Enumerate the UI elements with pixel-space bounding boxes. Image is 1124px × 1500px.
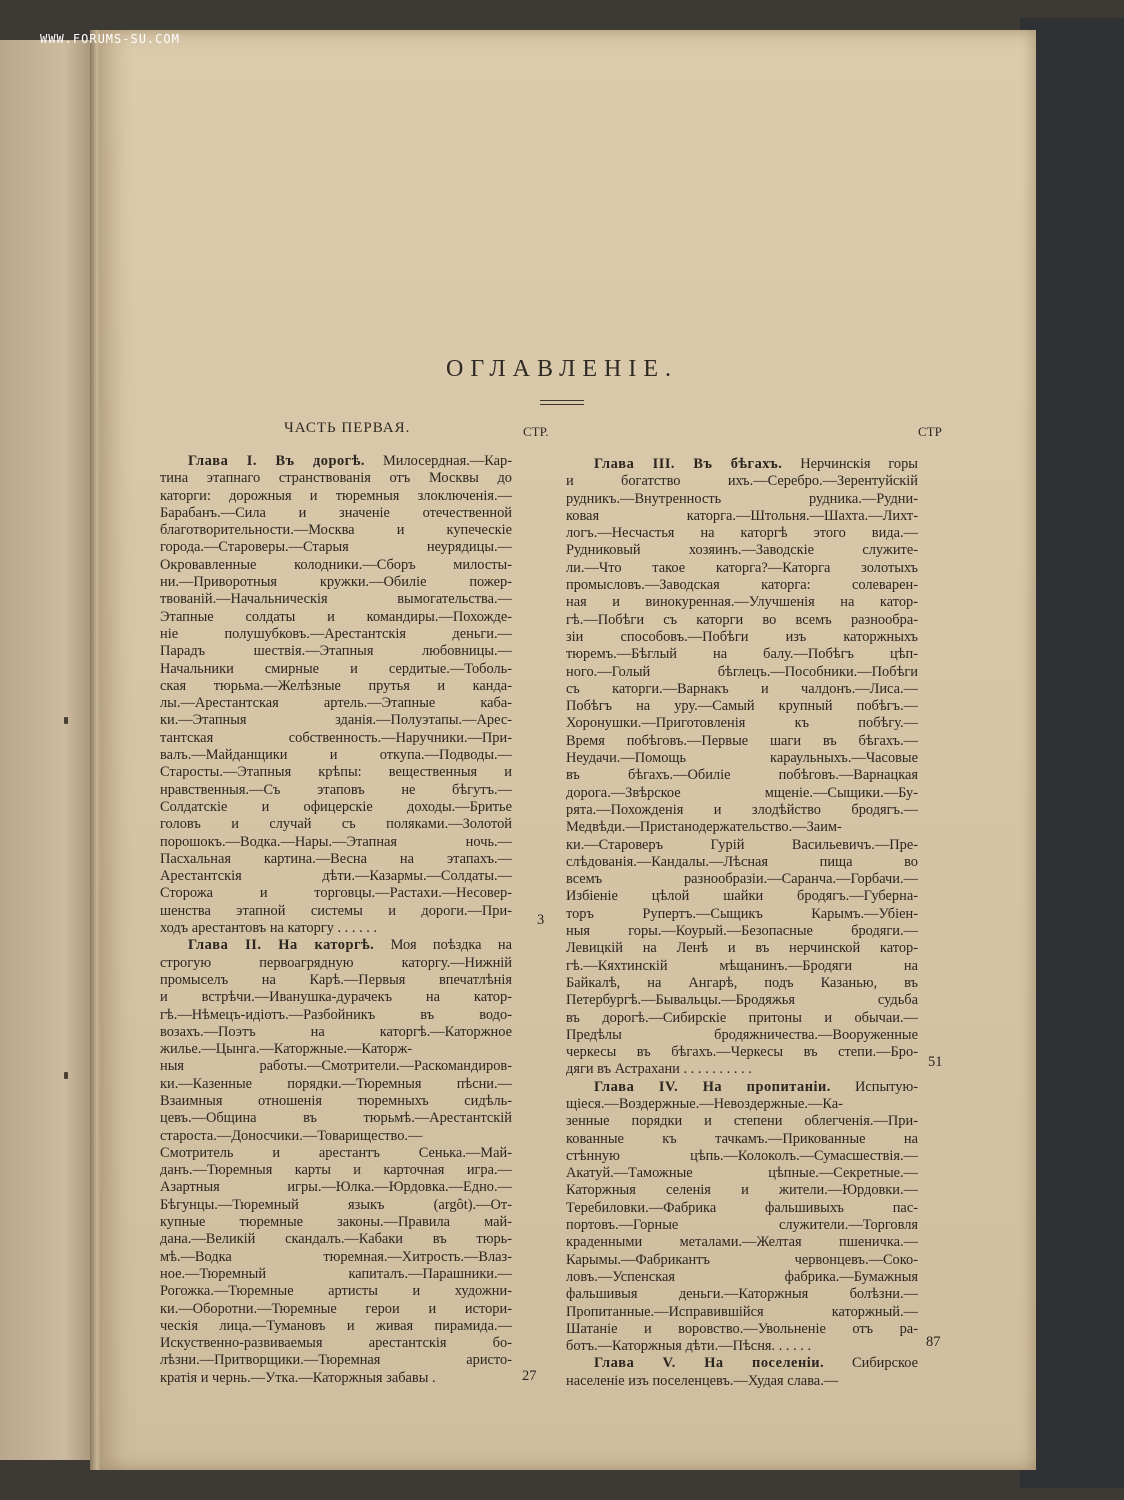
toc-line: слѣдованія.—Кандалы.—Лѣсная пища во bbox=[566, 853, 918, 870]
toc-line: строгую первоагрядную каторгу.—Нижній bbox=[160, 954, 512, 971]
toc-line: Арестантскія дѣти.—Казармы.—Солдаты.— bbox=[160, 868, 512, 885]
toc-line: Предѣлы бродяжничества.—Вооруженные bbox=[566, 1026, 918, 1043]
title-rule bbox=[540, 400, 584, 405]
toc-line: рята.—Похожденія и злодѣйство бродягъ.— bbox=[566, 801, 918, 818]
toc-line: Искуственно-развиваемыя арестантскія бо- bbox=[160, 1335, 512, 1352]
toc-line: ки.—Староверъ Гурій Васильевичъ.—Пре- bbox=[566, 836, 918, 853]
toc-line: нравственныя.—Съ этаповъ не бѣгутъ.— bbox=[160, 781, 512, 798]
toc-line: головъ и случай съ поляками.—Золотой bbox=[160, 816, 512, 833]
toc-entry-chapter-3: Глава III. Въ бѣгахъ. Нерчинскія горы и богатство ихъ.—Серебро.—Зерентуйскій рудникъ.—Внутренность рудника.—Рудни- ковая каторга.—Штольня.—Шахта.—Лихт- логъ.—Несчастья на каторгѣ этого вида.— Рудниковый хозяинъ.—Заводскіе служите- ли.—Что такое каторга?—Каторга золотыхъ промысловъ.—Заводская каторга: солеварен- ная и винокуренная.—Улучшенія на катор- гѣ.—Побѣги съ каторги во всемъ разнообра- зіи способовъ.—Побѣги изъ каторжныхъ тюремъ.—Бѣглый на балу.—Побѣгъ цѣп- ного.—Голый бѣглецъ.—Пособники.—Побѣги съ каторги.—Варнакъ и чалдонъ.—Лиса.— Побѣгъ на уру.—Самый крупный побѣгъ.— Хоронушки.—Приготовленія къ побѣгу.— Время побѣговъ.—Первые шаги въ бѣгахъ.— Неудачи.—Помощь караульныхъ.—Часовые въ бѣгахъ.—Обиліе побѣговъ.—Варнацкая дорога.—Звѣрское мщеніе.—Сыщики.—Бу- рята.—Похожденія и злодѣйство бродягъ.— Медвѣди.—Пристанодержательство.—Заим- ки.—Староверъ Гурій Васильевичъ.—Пре- слѣдованія.—Кандалы.—Лѣсная пища во всемъ разнообразіи.—Саранча.—Горбачи.— Избіеніе цѣлой шайки бродягъ.—Губерна- торъ Рупертъ.—Сыщикъ Карымъ.—Убіен- ныя горы.—Коурый.—Безопасные бродяги.— Левицкій на Ленѣ и въ нерчинской катор- гѣ.—Кяхтинскій мѣщанинъ.—Бродяги на Байкалѣ, на Ангарѣ, подъ Казанью, въ Петербургѣ.—Бывальцы.—Бродяжья судьба въ дорогѣ.—Сибирскіе притоны и обычаи.— Предѣлы бродяжничества.—Вооруженные черкесы въ бѣгахъ.—Черкесы въ степи.—Бро- дяги въ Астрахани . . . . . . . . . . bbox=[566, 456, 918, 1078]
toc-line: Карымы.—Фабрикантъ червонцевъ.—Соко- bbox=[566, 1251, 918, 1268]
toc-line: ныя работы.—Смотрители.—Раскомандиров- bbox=[160, 1058, 512, 1075]
binding-hole bbox=[64, 717, 68, 724]
toc-line: Солдатскіе и офицерскіе доходы.—Бритье bbox=[160, 798, 512, 815]
chapter-heading: Глава IV. На пропитаніи. bbox=[594, 1078, 831, 1095]
toc-line: Время побѣговъ.—Первые шаги въ бѣгахъ.— bbox=[566, 732, 918, 749]
toc-line: данъ.—Тюремныя карты и карточная игра.— bbox=[160, 1162, 512, 1179]
page-number: 27 bbox=[522, 1368, 537, 1384]
toc-line: цевъ.—Община въ тюрьмѣ.—Арестантскій bbox=[160, 1110, 512, 1127]
toc-line: мѣ.—Водка тюремная.—Хитрость.—Влаз- bbox=[160, 1248, 512, 1265]
toc-line: промыселъ на Карѣ.—Первыя впечатлѣнія bbox=[160, 971, 512, 988]
toc-line: Пропитанные.—Исправившійся каторжный.— bbox=[566, 1303, 918, 1320]
part-title: ЧАСТЬ ПЕРВАЯ. bbox=[284, 420, 411, 436]
page-column-header-left: СТР. bbox=[523, 424, 549, 439]
toc-line: ки.—Этапныя зданія.—Полуэтапы.—Арес- bbox=[160, 712, 512, 729]
toc-line: дана.—Великій скандалъ.—Кабаки въ тюрь- bbox=[160, 1231, 512, 1248]
page-number: 3 bbox=[537, 912, 545, 928]
toc-line: черкесы въ бѣгахъ.—Черкесы въ степи.—Бро- bbox=[566, 1044, 918, 1061]
toc-line: твованій.—Начальническія вымогательства.— bbox=[160, 591, 512, 608]
toc-line: Окровавленные колодники.—Сборъ милосты- bbox=[160, 556, 512, 573]
chapter-heading: Глава II. На каторгѣ. bbox=[188, 937, 375, 954]
page-number: 87 bbox=[926, 1334, 941, 1350]
toc-line: въ бѣгахъ.—Обиліе побѣговъ.—Варнацкая bbox=[566, 767, 918, 784]
toc-entry-chapter-4: Глава IV. На пропитаніи. Испытую- щіеся.—Воздержные.—Невоздержные.—Ка- зенные порядки и степени облегченія.—При- кованные къ тачкамъ.—Прикованные на стѣнную цѣпь.—Колоколъ.—Сумасшествія.— Акатуй.—Таможные цѣпные.—Секретные.— Каторжныя селенія и жители.—Юрдовки.— Теребиловки.—Фабрика фальшивыхъ пас- портовъ.—Горные служители.—Торговля краденными металами.—Желтая пшеничка.— Карымы.—Фабрикантъ червонцевъ.—Соко- ловъ.—Успенская фабрика.—Бумажныя фальшивыя деньги.—Каторжныя болѣзни.— Пропитанные.—Исправившійся каторжный.— Шатаніе и воровство.—Увольненіе отъ ра- ботъ.—Каторжныя дѣти.—Пѣсня. . . . . . bbox=[566, 1078, 918, 1355]
toc-line: города.—Староверы.—Старыя неурядицы.— bbox=[160, 539, 512, 556]
toc-line: фальшивыя деньги.—Каторжныя болѣзни.— bbox=[566, 1286, 918, 1303]
toc-line: въ дорогѣ.—Сибирскіе притоны и обычаи.— bbox=[566, 1009, 918, 1026]
toc-line: ковая каторга.—Штольня.—Шахта.—Лихт- bbox=[566, 507, 918, 524]
toc-line: ни.—Приворотныя кружки.—Обиліе пожер- bbox=[160, 574, 512, 591]
toc-line: Старосты.—Этапныя крѣпы: вещественныя и bbox=[160, 764, 512, 781]
toc-line: ческія лица.—Тумановъ и живая пирамида.— bbox=[160, 1317, 512, 1334]
left-page-edge bbox=[0, 40, 92, 1460]
toc-line: Этапные солдаты и командиры.—Похожде- bbox=[160, 608, 512, 625]
toc-line: Смотритель и арестантъ Сенька.—Май- bbox=[160, 1144, 512, 1161]
toc-line: Рудниковый хозяинъ.—Заводскіе служите- bbox=[566, 542, 918, 559]
toc-line: краденными металами.—Желтая пшеничка.— bbox=[566, 1234, 918, 1251]
toc-line: кованные къ тачкамъ.—Прикованные на bbox=[566, 1130, 918, 1147]
toc-line: купные тюремные законы.—Правила май- bbox=[160, 1214, 512, 1231]
toc-entry-chapter-1: Глава I. Въ дорогѣ. Милосердная.—Кар- тина этапнаго странствованія отъ Москвы до каторги: дорожныя и тюремныя злоключенія.— Барабанъ.—Сила и значеніе отечественной благотворительности.—Москва и купеческіе города.—Староверы.—Старыя неурядицы.— Окровавленные колодники.—Сборъ милосты- ни.—Приворотныя кружки.—Обиліе пожер- твованій.—Начальническія вымогательства.— Этапные солдаты и командиры.—Похожде- ніе полушубковъ.—Арестантскія деньги.— Парадъ шествія.—Этапныя любовницы.— Начальники смирные и сердитые.—Тоболь- ская тюрьма.—Желѣзные прутья и канда- лы.—Арестантская артель.—Этапные каба- ки.—Этапныя зданія.—Полуэтапы.—Арес- тантская собственность.—Наручники.—При- валъ.—Майданщики и откупа.—Подводы.— Старосты.—Этапныя крѣпы: вещественныя и нравственныя.—Съ этаповъ не бѣгутъ.— Солдатскіе и офицерскіе доходы.—Бритье головъ и случай съ поляками.—Золотой порошокъ.—Водка.—Нары.—Этапная ночь.— Пасхальная картина.—Весна на этапахъ.— Арестантскія дѣти.—Казармы.—Солдаты.— Сторожа и торговцы.—Растахи.—Несовер- шенства этапной системы и дороги.—При- ходъ арестантовъ на каторгу . . . . . . bbox=[160, 453, 512, 937]
toc-line: ли.—Что такое каторга?—Каторга золотыхъ bbox=[566, 559, 918, 576]
toc-line: гѣ.—Побѣги съ каторги во всемъ разнообра- bbox=[566, 611, 918, 628]
toc-line: Сторожа и торговцы.—Растахи.—Несовер- bbox=[160, 885, 512, 902]
page-number: 51 bbox=[928, 1054, 943, 1070]
toc-line: тина этапнаго странствованія отъ Москвы до bbox=[160, 470, 512, 487]
toc-line: гѣ.—Кяхтинскій мѣщанинъ.—Бродяги на bbox=[566, 957, 918, 974]
toc-line: ки.—Оборотни.—Тюремные герои и истори- bbox=[160, 1300, 512, 1317]
toc-line: Байкалѣ, на Ангарѣ, подъ Казанью, въ bbox=[566, 974, 918, 991]
toc-line: зенные порядки и степени облегченія.—При- bbox=[566, 1113, 918, 1130]
toc-line: благотворительности.—Москва и купеческіе bbox=[160, 522, 512, 539]
toc-line: Петербургѣ.—Бывальцы.—Бродяжья судьба bbox=[566, 992, 918, 1009]
toc-line: каторги: дорожныя и тюремныя злоключенія.— bbox=[160, 487, 512, 504]
toc-line: ходъ арестантовъ на каторгу . . . . . . bbox=[160, 920, 378, 937]
toc-line: населеніе изъ поселенцевъ.—Худая слава.— bbox=[566, 1372, 839, 1389]
toc-line: Бѣгунцы.—Тюремный языкъ (argôt).—От- bbox=[160, 1196, 512, 1213]
toc-column-left bbox=[160, 453, 512, 1387]
toc-line: ныя горы.—Коурый.—Безопасные бродяги.— bbox=[566, 923, 918, 940]
toc-line: и встрѣчи.—Иванушка-дурачекъ на катор- bbox=[160, 989, 512, 1006]
binding-hole bbox=[64, 1072, 68, 1079]
chapter-heading: Глава I. Въ дорогѣ. bbox=[188, 453, 365, 469]
page-column-header-right: СТР bbox=[918, 424, 942, 439]
toc-line: ская тюрьма.—Желѣзные прутья и канда- bbox=[160, 677, 512, 694]
toc-entry-chapter-5: Глава V. На поселеніи. Сибирское населеніе изъ поселенцевъ.—Худая слава.— bbox=[566, 1355, 918, 1389]
toc-line: ботъ.—Каторжныя дѣти.—Пѣсня. . . . . . bbox=[566, 1338, 812, 1355]
toc-line: дяги въ Астрахани . . . . . . . . . . bbox=[566, 1061, 752, 1078]
toc-line: Избіеніе цѣлой шайки бродягъ.—Губерна- bbox=[566, 888, 918, 905]
chapter-heading: Глава V. На поселеніи. bbox=[594, 1355, 825, 1372]
toc-line: тюремъ.—Бѣглый на балу.—Побѣгъ цѣп- bbox=[566, 646, 918, 663]
toc-line: Хоронушки.—Приготовленія къ побѣгу.— bbox=[566, 715, 918, 732]
toc-line: валъ.—Майданщики и откупа.—Подводы.— bbox=[160, 747, 512, 764]
chapter-heading: Глава III. Въ бѣгахъ. bbox=[594, 456, 783, 472]
toc-line: шенства этапной системы и дороги.—При- bbox=[160, 902, 512, 919]
toc-line: кратія и чернь.—Утка.—Каторжныя забавы . bbox=[160, 1369, 436, 1386]
toc-line: ного.—Голый бѣглецъ.—Пособники.—Побѣги bbox=[566, 663, 918, 680]
toc-line: возахъ.—Поэтъ на каторгѣ.—Каторжное bbox=[160, 1023, 512, 1040]
toc-line: всемъ разнообразіи.—Саранча.—Горбачи.— bbox=[566, 871, 918, 888]
toc-line: порошокъ.—Водка.—Нары.—Этапная ночь.— bbox=[160, 833, 512, 850]
toc-line: рудникъ.—Внутренность рудника.—Рудни- bbox=[566, 490, 918, 507]
toc-line: ное.—Тюремный капиталъ.—Парашники.— bbox=[160, 1265, 512, 1282]
toc-line: ки.—Казенные порядки.—Тюремныя пѣсни.— bbox=[160, 1075, 512, 1092]
watermark: WWW.FORUMS-SU.COM bbox=[40, 32, 180, 46]
toc-line: староста.—Доносчики.—Товарищество.— bbox=[160, 1127, 423, 1144]
toc-line: Азартныя игры.—Юлка.—Юрдовка.—Едно.— bbox=[160, 1179, 512, 1196]
toc-line: жилье.—Цынга.—Каторжные.—Каторж- bbox=[160, 1041, 413, 1058]
toc-line: торъ Рупертъ.—Сыщикъ Карымъ.—Убіен- bbox=[566, 905, 918, 922]
toc-line: Взаимныя отношенія тюремныхъ сидѣль- bbox=[160, 1092, 512, 1109]
toc-line: Теребиловки.—Фабрика фальшивыхъ пас- bbox=[566, 1199, 918, 1216]
toc-line: Побѣгъ на уру.—Самый крупный побѣгъ.— bbox=[566, 698, 918, 715]
toc-line: лѣзни.—Притворщики.—Тюремная аристо- bbox=[160, 1352, 512, 1369]
toc-entry-chapter-2: Глава II. На каторгѣ. Моя поѣздка на строгую первоагрядную каторгу.—Нижній промыселъ на Карѣ.—Первыя впечатлѣнія и встрѣчи.—Иванушка-дурачекъ на катор- гѣ.—Нѣмецъ-идіотъ.—Разбойникъ въ водо- возахъ.—Поэтъ на каторгѣ.—Каторжное жилье.—Цынга.—Каторжные.—Каторж- ныя работы.—Смотрители.—Раскомандиров- ки.—Казенные порядки.—Тюремныя пѣсни.— Взаимныя отношенія тюремныхъ сидѣль- цевъ.—Община въ тюрьмѣ.—Арестантскій староста.—Доносчики.—Товарищество.— Смотритель и арестантъ Сенька.—Май- данъ.—Тюремныя карты и карточная игра.— Азартныя игры.—Юлка.—Юрдовка.—Едно.— Бѣгунцы.—Тюремный языкъ (argôt).—От- купные тюремные законы.—Правила май- дана.—Великій скандалъ.—Кабаки въ тюрь- мѣ.—Водка тюремная.—Хитрость.—Влаз- ное.—Тюремный капиталъ.—Парашники.— Рогожка.—Тюремные артисты и художни- ки.—Оборотни.—Тюремные герои и истори- ческія лица.—Тумановъ и живая пирамида.— Искуственно-развиваемыя арестантскія бо- лѣзни.—Притворщики.—Тюремная аристо- кратія и чернь.—Утка.—Каторжныя забавы . bbox=[160, 937, 512, 1386]
toc-line: лы.—Арестантская артель.—Этапные каба- bbox=[160, 695, 512, 712]
toc-line: Парадъ шествія.—Этапныя любовницы.— bbox=[160, 643, 512, 660]
toc-line: промысловъ.—Заводская каторга: солеварен- bbox=[566, 577, 918, 594]
toc-line: ловъ.—Успенская фабрика.—Бумажныя bbox=[566, 1268, 918, 1285]
toc-column-right bbox=[566, 456, 918, 1390]
toc-line: Каторжныя селенія и жители.—Юрдовки.— bbox=[566, 1182, 918, 1199]
toc-line: Рогожка.—Тюремные артисты и художни- bbox=[160, 1283, 512, 1300]
toc-line: портовъ.—Горные служители.—Торговля bbox=[566, 1217, 918, 1234]
toc-line: Неудачи.—Помощь караульныхъ.—Часовые bbox=[566, 750, 918, 767]
page-title: ОГЛАВЛЕНІЕ. bbox=[445, 356, 679, 382]
toc-line: съ каторги.—Варнакъ и чалдонъ.—Лиса.— bbox=[566, 680, 918, 697]
toc-line: дорога.—Звѣрское мщеніе.—Сыщики.—Бу- bbox=[566, 784, 918, 801]
toc-line: Медвѣди.—Пристанодержательство.—Заим- bbox=[566, 819, 842, 836]
toc-line: Акатуй.—Таможные цѣпные.—Секретные.— bbox=[566, 1165, 918, 1182]
toc-line: Шатаніе и воровство.—Увольненіе отъ ра- bbox=[566, 1320, 918, 1337]
toc-line: логъ.—Несчастья на каторгѣ этого вида.— bbox=[566, 525, 918, 542]
toc-line: Пасхальная картина.—Весна на этапахъ.— bbox=[160, 850, 512, 867]
toc-line: ная и винокуренная.—Улучшенія на катор- bbox=[566, 594, 918, 611]
toc-line: и богатство ихъ.—Серебро.—Зерентуйскій bbox=[566, 473, 918, 490]
toc-line: стѣнную цѣпь.—Колоколъ.—Сумасшествія.— bbox=[566, 1147, 918, 1164]
toc-line: ніе полушубковъ.—Арестантскія деньги.— bbox=[160, 625, 512, 642]
toc-line: гѣ.—Нѣмецъ-идіотъ.—Разбойникъ въ водо- bbox=[160, 1006, 512, 1023]
toc-line: Барабанъ.—Сила и значеніе отечественной bbox=[160, 504, 512, 521]
toc-line: Начальники смирные и сердитые.—Тоболь- bbox=[160, 660, 512, 677]
toc-line: тантская собственность.—Наручники.—При- bbox=[160, 729, 512, 746]
toc-line: щіеся.—Воздержные.—Невоздержные.—Ка- bbox=[566, 1095, 843, 1112]
toc-line: зіи способовъ.—Побѣги изъ каторжныхъ bbox=[566, 628, 918, 645]
toc-line: Левицкій на Ленѣ и въ нерчинской катор- bbox=[566, 940, 918, 957]
